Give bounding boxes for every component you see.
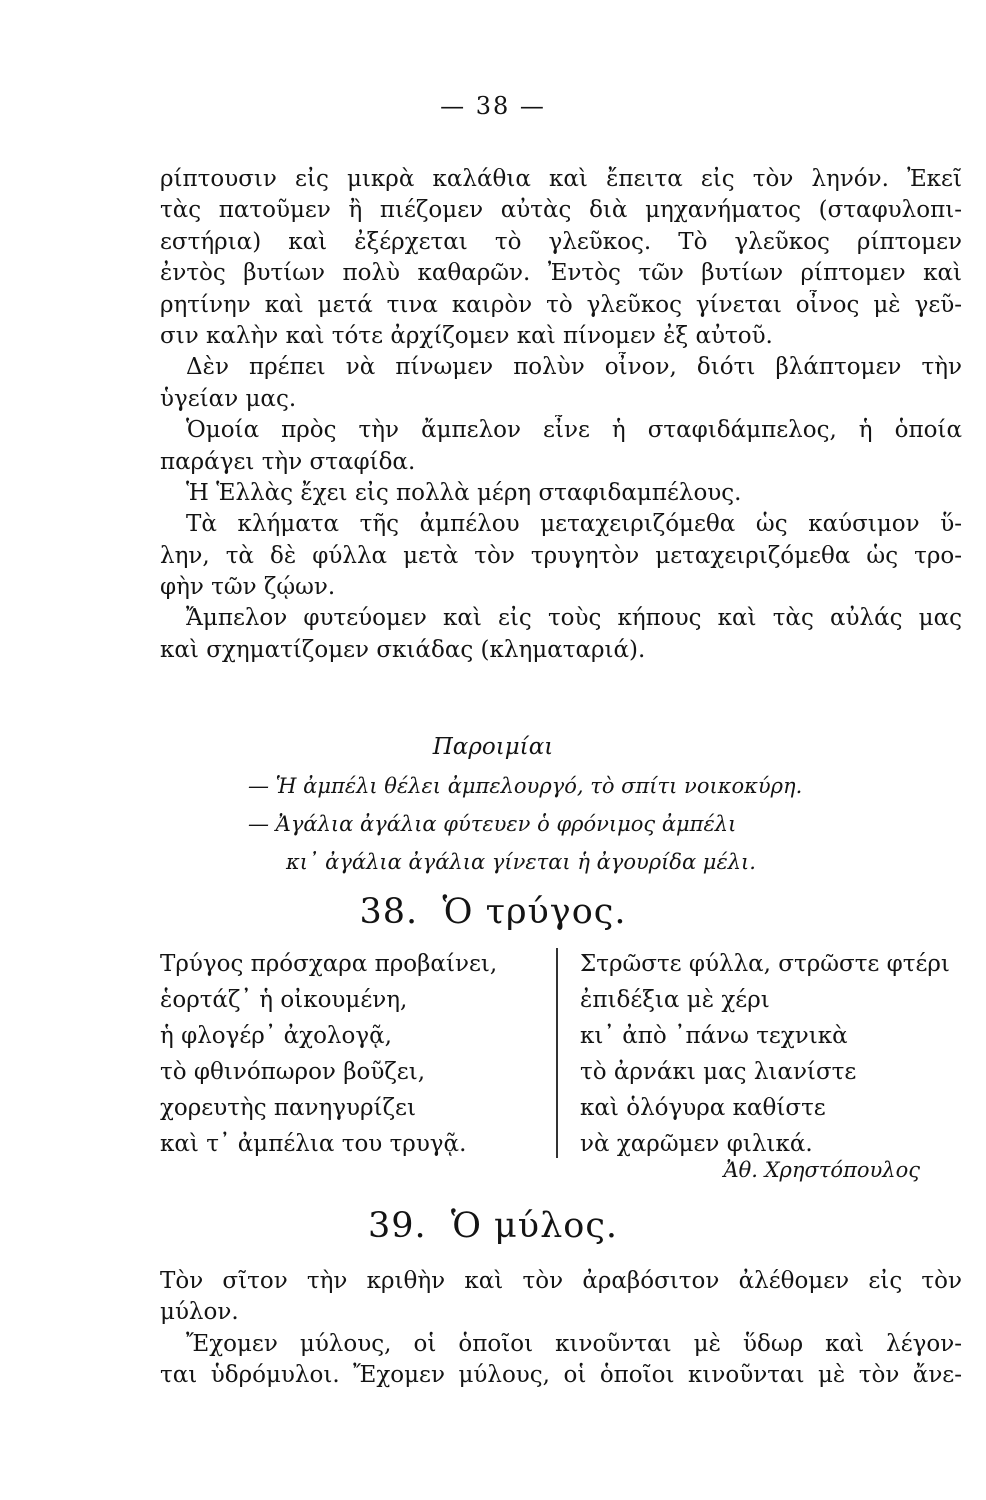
poem-author: Ἀθ. Χρηστόπουλος <box>723 1158 920 1182</box>
text-line: μύλον. <box>160 1299 239 1326</box>
text-line: λην, τὰ δὲ φύλλα μετὰ τὸν τρυγητὸν μεταχειριζόμεθα ὡς τρο- <box>160 542 962 569</box>
text-line: ἐντὸς βυτίων πολὺ καθαρῶν. Ἐντὸς τῶν βυτίων ρίπτομεν καὶ <box>160 260 962 287</box>
poem-line: Στρῶστε φύλλα, στρῶστε φτέρι <box>580 951 950 977</box>
text-line: Ὁμοία πρὸς τὴν ἄμπελον εἶνε ἡ σταφιδάμπελος, ἡ ὁποία <box>186 417 962 444</box>
text-line: τὰς πατοῦμεν ἢ πιέζομεν αὐτὰς διὰ μηχανήματος (σταφυλοπι- <box>160 197 962 224</box>
text-line: εστήρια) καὶ ἐξέρχεται τὸ γλεῦκος. Τὸ γλεῦκος ρίπτομεν <box>160 228 962 255</box>
text-line: ρητίνην καὶ μετά τινα καιρὸν τὸ γλεῦκος γίνεται οἶνος μὲ γεῦ- <box>160 291 962 318</box>
proverbs-title: Παροιμίαι <box>432 734 554 760</box>
text-line: ται ὑδρόμυλοι. Ἔχομεν μύλους, οἱ ὁποῖοι κινοῦνται μὲ τὸν ἄνε- <box>160 1362 962 1389</box>
section-mill-text <box>160 1266 962 1392</box>
text-line: σιν καλὴν καὶ τότε ἀρχίζομεν καὶ πίνομεν ἐξ αὐτοῦ. <box>160 322 773 349</box>
section-heading-39: 39. Ὁ μύλος. <box>367 1206 619 1246</box>
section-heading-38: 38. Ὁ τρύγος. <box>359 892 627 932</box>
text-line: Τὰ κλήματα τῆς ἀμπέλου μεταχειριζόμεθα ὡς καύσιμον ὕ- <box>186 511 962 538</box>
proverb-line: — Ἀγάλια ἀγάλια φύτευεν ὁ φρόνιμος ἀμπέλι <box>248 812 737 836</box>
text-line: Ἡ Ἑλλὰς ἔχει εἰς πολλὰ μέρη σταφιδαμπέλους. <box>186 479 742 506</box>
poem-line: ἐπιδέξια μὲ χέρι <box>580 987 770 1013</box>
poem-divider <box>556 948 558 1158</box>
poem-right-stanza <box>580 946 970 1162</box>
poem-line: νὰ χαρῶμεν φιλικά. <box>580 1131 813 1157</box>
text-line: ρίπτουσιν εἰς μικρὰ καλάθια καὶ ἔπειτα εἰς τὸν ληνόν. Ἐκεῖ <box>160 166 962 192</box>
text-line: φὴν τῶν ζῴων. <box>160 574 336 601</box>
poem-left-stanza <box>160 946 550 1162</box>
proverb-line: — Ἡ ἀμπέλι θέλει ἀμπελουργό, τὸ σπίτι νοικοκύρη. <box>248 774 803 798</box>
text-line: Δὲν πρέπει νὰ πίνωμεν πολὺν οἶνον, διότι βλάπτομεν τὴν <box>186 354 962 381</box>
text-line: Ἄμπελον φυτεύομεν καὶ εἰς τοὺς κήπους καὶ τὰς αὐλάς μας <box>186 605 962 632</box>
poem-line: κι᾽ ἀπὸ ᾽πάνω τεχνικὰ <box>580 1023 848 1049</box>
page-number: — 38 — <box>440 92 546 120</box>
poem-line: τὸ φθινόπωρον βοῦζει, <box>160 1059 426 1085</box>
proverb-line: κι᾽ ἀγάλια ἀγάλια γίνεται ἡ ἀγουρίδα μέλι. <box>286 850 756 874</box>
poem-line: χορευτὴς πανηγυρίζει <box>160 1095 416 1121</box>
section-grapes-text <box>160 164 962 666</box>
text-line: ὑγείαν μας. <box>160 385 297 412</box>
text-line: Ἔχομεν μύλους, οἱ ὁποῖοι κινοῦνται μὲ ὕδωρ καὶ λέγον- <box>186 1330 962 1357</box>
poem-line: Τρύγος πρόσχαρα προβαίνει, <box>160 951 498 977</box>
text-line: παράγει τὴν σταφίδα. <box>160 448 416 475</box>
poem-line: τὸ ἀρνάκι μας λιανίστε <box>580 1059 857 1085</box>
text-line: καὶ σχηματίζομεν σκιάδας (κληματαριά). <box>160 636 646 663</box>
text-line: Τὸν σῖτον τὴν κριθὴν καὶ τὸν ἀραβόσιτον ἀλέθομεν εἰς τὸν <box>160 1268 962 1294</box>
poem-line: ἡ φλογέρ᾽ ἀχολογᾷ, <box>160 1023 392 1049</box>
poem-line: ἑορτάζ᾽ ἡ οἰκουμένη, <box>160 987 408 1013</box>
poem-line: καὶ ὁλόγυρα καθίστε <box>580 1095 826 1121</box>
poem-line: καὶ τ᾽ ἀμπέλια του τρυγᾷ. <box>160 1131 467 1157</box>
